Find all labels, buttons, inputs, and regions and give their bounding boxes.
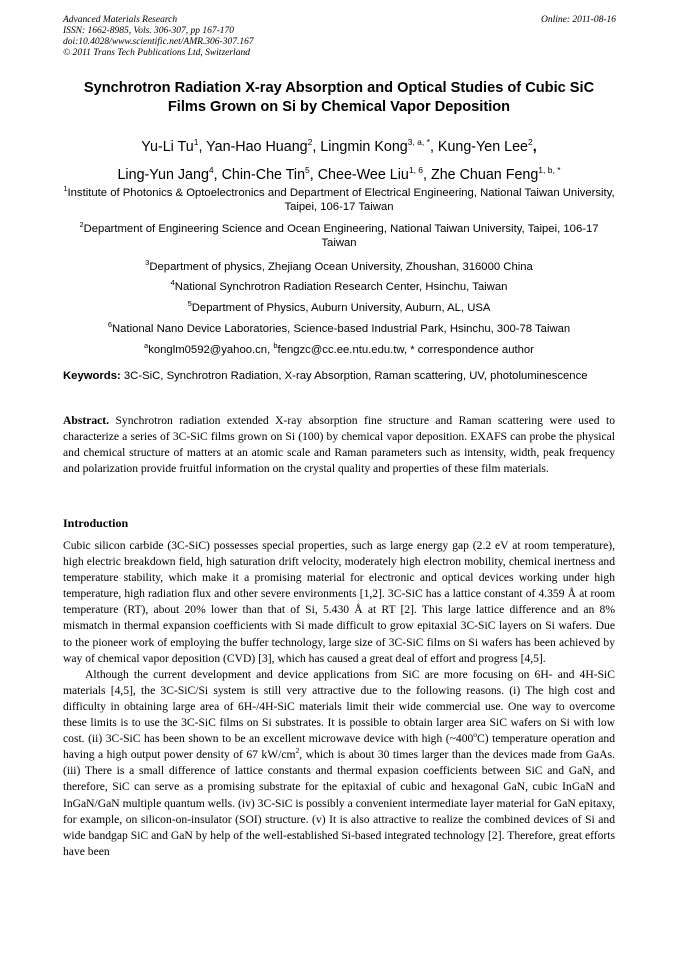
abstract-label: Abstract. [63,414,110,427]
keywords-label: Keywords: [63,370,121,382]
affiliation-sup: 3 [145,258,150,267]
abstract-text: Synchrotron radiation extended X-ray absorption fine structure and Raman scattering were used to characterize a series of 3C-SiC films grown on Si (100) by chemical vapor deposition. EXAFS can probe the physical and chemical structure of matters at an atomic scale and Raman parameters such as intensity, width, peak frequency and polarization provide fruitful information on the crystal quality and properties of these film materials. [63,414,615,476]
intro-paragraph-1: Cubic silicon carbide (3C-SiC) possesses special properties, such as large energy gap (2.2 eV at room temperature), high electric breakdown field, high saturation drift velocity, moderately high electron mobility, chemical inertness and temperature stability, which make it a promising material for electronic and optical devices working under high temperature, high radiation flux and other severe environments [1,2]. 3C-SiC has a lattice constant of 4.359 Å at room temperature (RT), about 20% lower than that of Si, 5.430 Å at RT [2]. This large lattice difference and an 8% mismatch in thermal expansion coefficients with Si made difficult to grow epitaxial 3C-SiC layers on Si wafers. Due to the pioneer work of employing the buffer technology, large size of 3C-SiC films on Si wafers has been achieved by way of chemical vapor deposition (CVD) [3], which has caused a great deal of effort and progress [4,5]. [63,539,615,665]
affiliation-4 [63,276,615,294]
affiliation-5 [63,297,615,315]
squared-sup: 2 [295,746,300,756]
email-b: fengzc@cc.ee.ntu.edu.tw, * correspondence author [277,343,534,356]
author-list [63,131,615,187]
author-name: Lingmin Kong [320,138,408,155]
email-a: konglm0592@yahoo.cn, [148,343,274,356]
author-line-2: Ling-Yun Jang$^4$, Chin-Che Tin$^5$, Chee-Wee Liu$^{1, 6}$, Zhe Chuan Feng$^{1, b, *}$ [117,164,561,183]
email-sup-b: b [273,341,278,350]
affiliation-text: National Synchrotron Radiation Research Center, Hsinchu, Taiwan [174,280,508,293]
body-text [63,538,615,860]
degree-sup: o [473,730,478,740]
author-sup: 4 [208,164,214,175]
keywords-text: 3C-SiC, Synchrotron Radiation, X-ray Absorption, Raman scattering, UV, photoluminescence [120,370,588,382]
author-name: Kung-Yen Lee [437,138,529,155]
author-sup: 3, a, * [407,137,430,147]
affiliation-3 [63,256,615,274]
affiliation-sup: 4 [170,278,175,287]
intro-paragraph-2 [63,667,615,860]
author-sup: 2 [528,137,533,147]
author-name: Ling-Yun Jang [117,166,209,183]
online-date: Online: 2011-08-16 [540,15,616,25]
paragraph-text: , which is about 30 times larger than the devices made from GaAs. (iii) There is a small difference of lattice constants and thermal expasion coefficients between SiC and GaN, and therefore, SiC can serve as a promising substrate for the epitaxial of cubic and hexagonal GaN, cubic InGaN and InGaN/GaN multiple quantum wells. (iv) 3C-SiC is possibly a convenient intermediate layer material for GaN epitaxy, for example, on silicon-on-insulator (SOI) structure. (v) It is also attractive to realize the combined devices of Si and wide bandgap SiC and GaN by help of the well-established Si-based integrated technology [2]. Therefore, great efforts have been [63,748,615,858]
author-sup: 5 [305,164,310,175]
journal-name: Advanced Materials Research [63,15,178,25]
issn-line: ISSN: 1662-8985, Vols. 306-307, pp 167-170 [63,26,234,36]
affiliation-sup: 1 [63,184,68,193]
affiliation-sup: 2 [79,220,84,229]
affiliation-text: Department of physics, Zhejiang Ocean University, Zhoushan, 316000 China [149,260,533,273]
abstract [63,413,615,477]
section-heading: Introduction [63,516,129,530]
affiliation-1 [63,182,615,215]
email-line [63,339,615,357]
affiliation-text: Department of Physics, Auburn University, Auburn, AL, USA [191,301,491,314]
author-name: Zhe Chuan Feng [431,166,539,183]
doi-line: doi:10.4028/www.scientific.net/AMR.306-307.167 [63,37,254,47]
affiliation-6 [63,318,615,336]
author-name: Yu-Li Tu [141,138,194,155]
author-line-1: Yu-Li Tu$^1$, Yan-Hao Huang$^2$, Lingmin Kong$^{3, a, *}$, Kung-Yen Lee$^2$, [141,137,537,155]
journal-header [63,15,254,59]
affiliation-sup: 6 [107,320,112,329]
author-name: Chin-Che Tin [221,166,306,183]
affiliation-text: Institute of Photonics & Optoelectronics and Department of Electrical Engineering, National Taiwan University, Taipei, 106-17 Taiwan [67,186,615,214]
affiliation-text: Department of Engineering Science and Ocean Engineering, National Taiwan University, Taipei, 106-17 Taiwan [83,222,599,250]
paper-title: Synchrotron Radiation X-ray Absorption and Optical Studies of Cubic SiC Films Grown on Si by Chemical Vapor Deposition [83,80,595,115]
copyright-line: © 2011 Trans Tech Publications Ltd, Switzerland [63,48,250,58]
author-name: Yan-Hao Huang [206,138,308,155]
author-sup: 1, b, * [538,164,561,175]
paragraph-text: Although the current development and device applications from SiC are more focusing on 6H- and 4H-SiC materials [4,5], the 3C-SiC/Si system is still very attractive due to the following reasons. (i) The high cost and difficulty in obtaining large area of 6H-/4H-SiC materials limit their wide commercial use. One way to overcome these limits is to use the 3C-SiC films on Si substrates. It is possible to obtain larger area SiC wafers on Si with low cost. (ii) 3C-SiC has been shown to be an excellent microwave device with high (~400 [63,667,615,746]
affiliation-text: National Nano Device Laboratories, Science-based Industrial Park, Hsinchu, 300-78 Taiwan [111,322,571,335]
author-sup: 2 [307,137,313,147]
email-sup-a: a [144,341,149,350]
author-sup: 1 [193,137,199,147]
author-sup: 1, 6 [408,164,424,175]
keywords [63,369,615,383]
paragraph-text: C) temperature operation and having a high output power density of 67 kW/cm [63,732,615,762]
author-name: Chee-Wee Liu [317,166,409,183]
affiliation-2 [63,218,615,251]
affiliation-sup: 5 [187,299,192,308]
